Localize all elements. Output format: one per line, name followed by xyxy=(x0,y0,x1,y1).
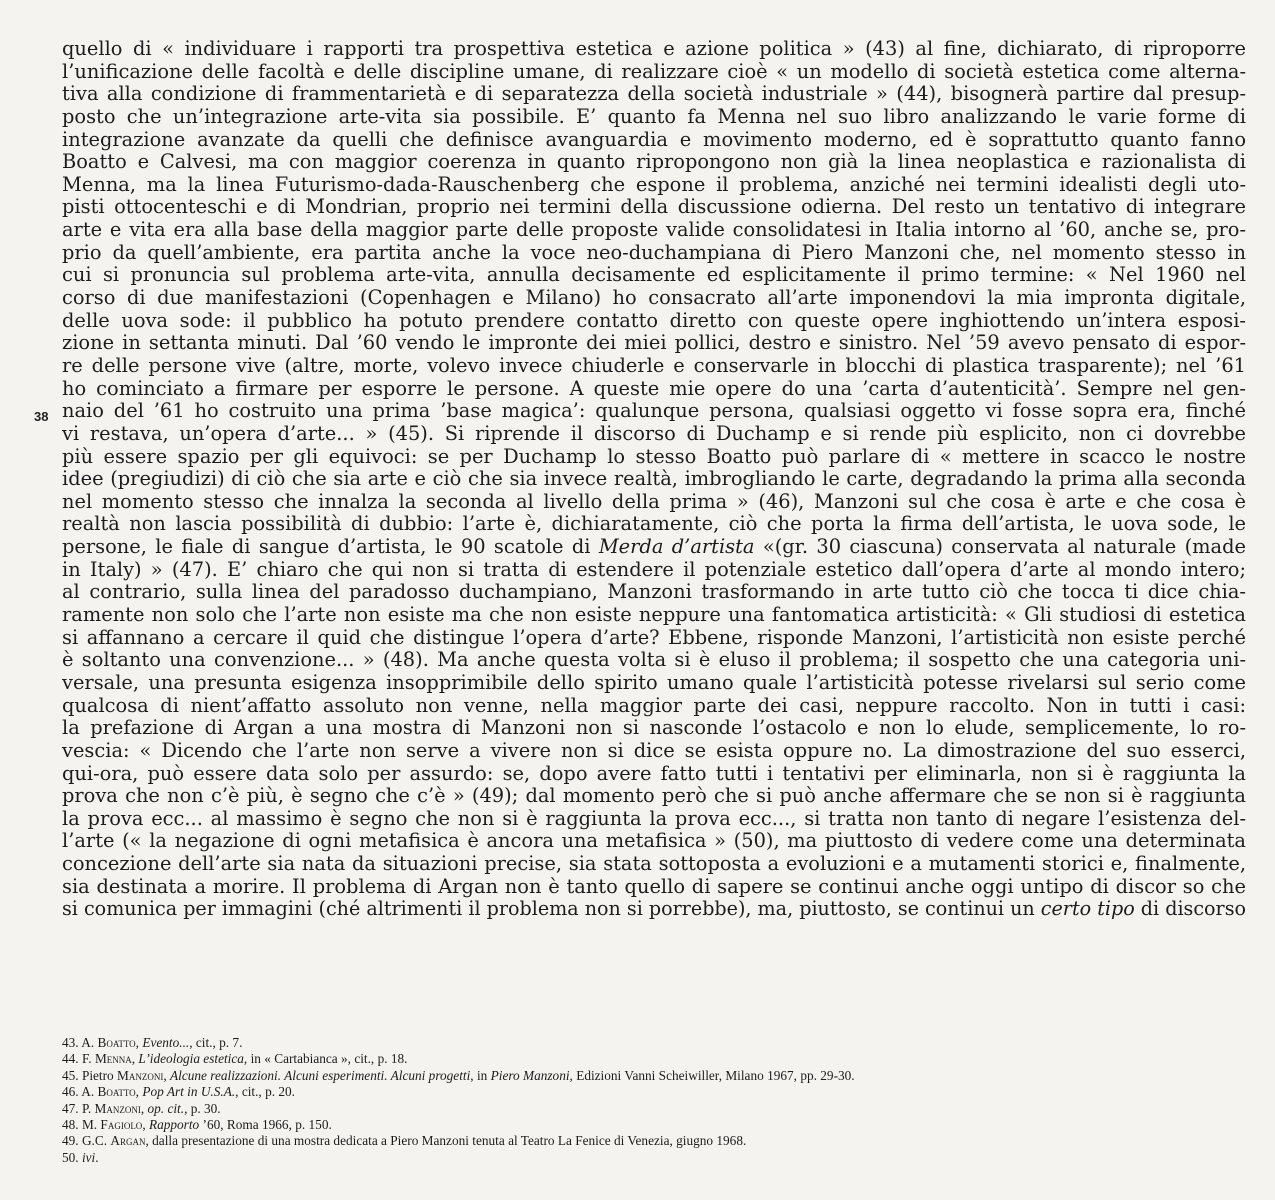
body-line xyxy=(62,897,1246,921)
body-line xyxy=(62,332,1246,355)
body-line xyxy=(62,740,1246,763)
text-segment: tiva alla condizione di frammentarietà e di separatezza della società industriale » (44), bisognerà partire dal presup- xyxy=(62,82,1246,106)
text-segment: versale, una presunta esigenza insopprimibile dello spirito umano quale l’artisticità potesse rivelarsi sul serio come xyxy=(62,670,1246,694)
text-segment: Boatto e Calvesi, ma con maggior coerenza in quanto ripropongono non già la linea neoplastica e razionalista di xyxy=(62,150,1246,174)
footnote-text: 50. xyxy=(62,1149,82,1165)
text-segment: al contrario, sulla linea del paradosso duchampiano, Manzoni trasformando in arte tutto ciò che tocca ti dice chia- xyxy=(62,580,1246,604)
footnote-author: Boatto xyxy=(97,1035,136,1050)
text-segment: qualcosa di nient’affatto assoluto non venne, nella maggior parte dei casi, neppure raccolto. Non in tutti i casi: xyxy=(62,693,1246,717)
footnote-text: 45. Pietro xyxy=(62,1067,118,1083)
body-line xyxy=(62,627,1246,650)
body-line xyxy=(62,808,1246,831)
text-segment: l’arte (« la negazione di ogni metafisica è ancora una metafisica » (50), ma piuttosto di vedere come una determinata xyxy=(62,829,1246,853)
body-line xyxy=(62,785,1246,808)
body-line xyxy=(62,604,1246,627)
text-segment: prio da quell’ambiente, era partita anche la voce neo-duchampiana di Piero Manzoni che, nel momento stesso in xyxy=(62,240,1246,264)
text-segment: re delle persone vive (altre, morte, volevo invece chiuderle e conservarle in blocchi di plastica trasparente); nel ’61 xyxy=(62,353,1246,377)
footnote xyxy=(62,1051,1246,1067)
footnotes xyxy=(62,1035,1246,1166)
text-segment: naio del ’61 ho costruito una prima ’base magica’: qualunque persona, qualsiasi oggetto vi fosse sopra era, finché xyxy=(62,399,1246,423)
text-segment: posto che un’integrazione arte-vita sia possibile. E’ quanto fa Menna nel suo libro analizzando le varie forme di xyxy=(62,104,1246,128)
footnote-title: Pop Art in U.S.A. xyxy=(142,1084,236,1100)
footnote-text: , xyxy=(142,1116,149,1132)
text-segment: cui si pronuncia sul problema arte-vita, annulla decisamente ed esplicitamente il primo termine: « Nel 1960 nel xyxy=(62,263,1246,287)
italic-title: Merda d’artista xyxy=(598,535,755,559)
footnote-text: , xyxy=(163,1067,171,1083)
footnote-text: , xyxy=(135,1035,143,1050)
body-line xyxy=(62,468,1246,491)
text-segment: realtà non lascia possibilità di dubbio: l’arte è, dichiaratamente, ciò che porta la firma dell’artista, le uova sode, le xyxy=(62,512,1246,536)
body-line xyxy=(62,264,1246,287)
body-line xyxy=(62,695,1246,718)
body-line xyxy=(62,129,1246,152)
text-segment: più essere spazio per gli equivoci: se per Duchamp lo stesso Boatto può parlare di « mettere in scacco le nostre xyxy=(62,444,1246,468)
body-line xyxy=(62,717,1246,740)
body-text xyxy=(62,38,1246,921)
text-segment: sia destinata a morire. Il problema di Argan non è tanto quello di sapere se continui anche oggi untipo di discor so che xyxy=(62,874,1246,898)
footnote-text: , cit., p. 7. xyxy=(189,1035,243,1050)
body-line xyxy=(62,853,1246,876)
footnote-text: . xyxy=(95,1149,99,1165)
body-line xyxy=(62,310,1246,333)
footnote-text: 46. A. xyxy=(62,1084,98,1100)
text-segment: in Italy) » (47). E’ chiaro che qui non si tratta di estendere il potenziale estetico dall’opera d’arte al mondo intero; xyxy=(62,557,1246,581)
footnote xyxy=(62,1117,1246,1133)
italic-title: certo tipo xyxy=(1040,897,1135,921)
footnote xyxy=(62,1133,1246,1149)
footnote-author: Menna xyxy=(94,1051,132,1067)
body-line xyxy=(62,830,1246,853)
body-line xyxy=(62,83,1246,106)
body-line xyxy=(62,876,1246,899)
body-line xyxy=(62,106,1246,129)
body-line xyxy=(62,423,1246,446)
footnote-title: L’ideologia estetica xyxy=(138,1051,244,1067)
text-segment: nel momento stesso che innalza la seconda al livello della prima » (46), Manzoni sul che cosa è arte e che cosa è xyxy=(62,489,1246,513)
body-line xyxy=(62,581,1246,604)
footnote-title: Piero Manzoni xyxy=(490,1067,570,1083)
body-line xyxy=(62,151,1246,174)
text-segment: arte e vita era alla base della maggior parte delle proposte valide consolidatesi in Italia intorno al ’60, anche se, pro- xyxy=(62,218,1246,242)
text-segment: vi restava, un’opera d’arte... » (45). Si riprende il discorso di Duchamp e si rende più esplicito, non ci dovrebbe xyxy=(62,421,1246,445)
text-segment: si affannano a cercare il quid che distingue l’opera d’arte? Ebbene, risponde Manzoni, l’artisticità non esiste perché xyxy=(62,625,1246,649)
body-line xyxy=(62,378,1246,401)
body-line xyxy=(62,513,1246,536)
footnote-text: , cit., p. 20. xyxy=(235,1084,296,1100)
text-segment: è soltanto una convenzione... » (48). Ma anche questa volta si è eluso il problema; il sospetto che una categoria uni- xyxy=(62,648,1246,672)
body-line xyxy=(62,672,1246,695)
text-segment: l’unificazione delle facoltà e delle discipline umane, di realizzare cioè « un modello di società estetica come alterna- xyxy=(62,59,1246,83)
body-line xyxy=(62,61,1246,84)
text-segment: si comunica per immagini (ché altrimenti il problema non si porrebbe), ma, piuttosto, se continui un xyxy=(62,897,1041,921)
text-segment: pisti ottocenteschi e di Mondrian, proprio nei termini della discussione odierna. Del resto un tentativo di integrare xyxy=(62,195,1246,219)
footnote-author: Fagiolo xyxy=(100,1116,143,1132)
text-segment: persone, le fiale di sangue d’artista, le 90 scatole di xyxy=(62,535,599,559)
body-line xyxy=(62,196,1246,219)
footnote-text: , p. 30. xyxy=(184,1100,221,1116)
footnote-text: , dalla presentazione di una mostra dedicata a Piero Manzoni tenuta al Teatro La Fenice di Venezia, giugno 1968. xyxy=(145,1133,747,1149)
footnote xyxy=(62,1084,1246,1100)
text-segment: concezione dell’arte sia nata da situazioni precise, sia stata sottoposta a evoluzioni e a mutamenti storici e, finalmente, xyxy=(62,852,1246,876)
text-segment: «(gr. 30 ciascuna) conservata al naturale (made xyxy=(754,535,1246,559)
body-line xyxy=(62,242,1246,265)
footnote-author: Manzoni xyxy=(94,1100,141,1116)
body-line xyxy=(62,446,1246,469)
text-segment: vescia: « Dicendo che l’arte non serve a vivere non si dice se esista oppure no. La dimostrazione del suo esserci, xyxy=(62,738,1246,762)
body-line xyxy=(62,355,1246,378)
footnote-text: 47. P. xyxy=(62,1100,95,1116)
footnote-title: Evento... xyxy=(142,1035,190,1050)
footnote-text: 44. F. xyxy=(62,1051,95,1067)
footnote xyxy=(62,1068,1246,1084)
text-segment: corso di due manifestazioni (Copenhagen e Milano) ho consacrato all’arte imponendovi la mia impronta digitale, xyxy=(62,286,1246,310)
body-line xyxy=(62,559,1246,582)
text-segment: delle uova sode: il pubblico ha potuto prendere contatto diretto con queste opere inghiottendo un’intera esposi- xyxy=(62,308,1246,332)
footnote xyxy=(62,1035,1246,1051)
footnote-text: , xyxy=(135,1084,143,1100)
text-segment: prova che non c’è più, è segno che c’è » (49); dal momento però che si può anche affermare che se non si è raggiunta xyxy=(62,784,1246,808)
footnote-text: 48. M. xyxy=(62,1116,101,1132)
footnote-text: , in xyxy=(470,1067,491,1083)
body-line xyxy=(62,491,1246,514)
body-line xyxy=(62,219,1246,242)
text-segment: ho cominciato a firmare per esporre le persone. A queste mie opere do una ’carta d’autenticità’. Sempre nel gen- xyxy=(62,376,1246,400)
footnote-author: Manzoni xyxy=(117,1067,164,1083)
text-segment: qui-ora, può essere data solo per assurdo: se, dopo avere fatto tutti i tentativi per eliminarla, non si è raggiunta la xyxy=(62,761,1246,785)
footnote xyxy=(62,1150,1246,1166)
body-line xyxy=(62,400,1246,423)
footnote-author: Argan xyxy=(110,1133,146,1149)
page-number: 38 xyxy=(34,409,49,424)
text-segment: la prova ecc... al massimo è segno che non si è raggiunta la prova ecc..., si tratta non tanto di negare l’esistenza del- xyxy=(62,806,1246,830)
footnote-text: , xyxy=(140,1100,148,1116)
footnote-text: 49. G.C. xyxy=(62,1133,111,1149)
footnote-title: ivi xyxy=(81,1149,96,1165)
footnote xyxy=(62,1101,1246,1117)
footnote-text: , Edizioni Vanni Scheiwiller, Milano 1967, pp. 29-30. xyxy=(569,1067,855,1083)
text-segment: idee (pregiudizi) di ciò che sia arte e ciò che sia invece realtà, imbrogliando le carte, degradando la prima alla seconda xyxy=(62,467,1246,491)
text-segment: di discorso xyxy=(1134,897,1246,921)
body-line xyxy=(62,536,1246,559)
footnote-text: , in « Cartabianca », cit., p. 18. xyxy=(243,1051,408,1067)
text-segment: zione in settanta minuti. Dal ’60 vendo le impronte dei miei pollici, destro e sinistro. Nel ’59 avevo pensato di espor- xyxy=(62,331,1246,355)
text-segment: ramente non solo che l’arte non esiste ma che non esiste neppure una fantomatica artisticità: « Gli studiosi di estetica xyxy=(62,603,1246,627)
body-line xyxy=(62,38,1246,61)
body-line xyxy=(62,287,1246,310)
body-line xyxy=(62,174,1246,197)
footnote-text: , xyxy=(131,1051,139,1067)
footnote-text: ’60, Roma 1966, p. 150. xyxy=(199,1116,332,1132)
body-line xyxy=(62,763,1246,786)
footnote-author: Boatto xyxy=(97,1084,136,1100)
text-segment: la prefazione di Argan a una mostra di Manzoni non si nasconde l’ostacolo e non lo elude, semplicemente, lo ro- xyxy=(62,716,1246,740)
footnote-title: op. cit. xyxy=(147,1100,185,1116)
text-segment: Menna, ma la linea Futurismo-dada-Rauschenberg che espone il problema, anziché nei termini idealisti degli uto- xyxy=(62,172,1246,196)
text-segment: quello di « individuare i rapporti tra prospettiva estetica e azione politica » (43) al fine, dichiarato, di riproporre xyxy=(62,37,1246,60)
body-line xyxy=(62,649,1246,672)
footnote-title: Alcune realizzazioni. Alcuni esperimenti. Alcuni progetti xyxy=(170,1067,471,1083)
footnote-title: Rapporto xyxy=(148,1116,200,1132)
footnote-text: 43. A. xyxy=(62,1035,98,1050)
text-segment: integrazione avanzate da quelli che definisce avanguardia e movimento moderno, ed è soprattutto quanto fanno xyxy=(62,127,1246,151)
